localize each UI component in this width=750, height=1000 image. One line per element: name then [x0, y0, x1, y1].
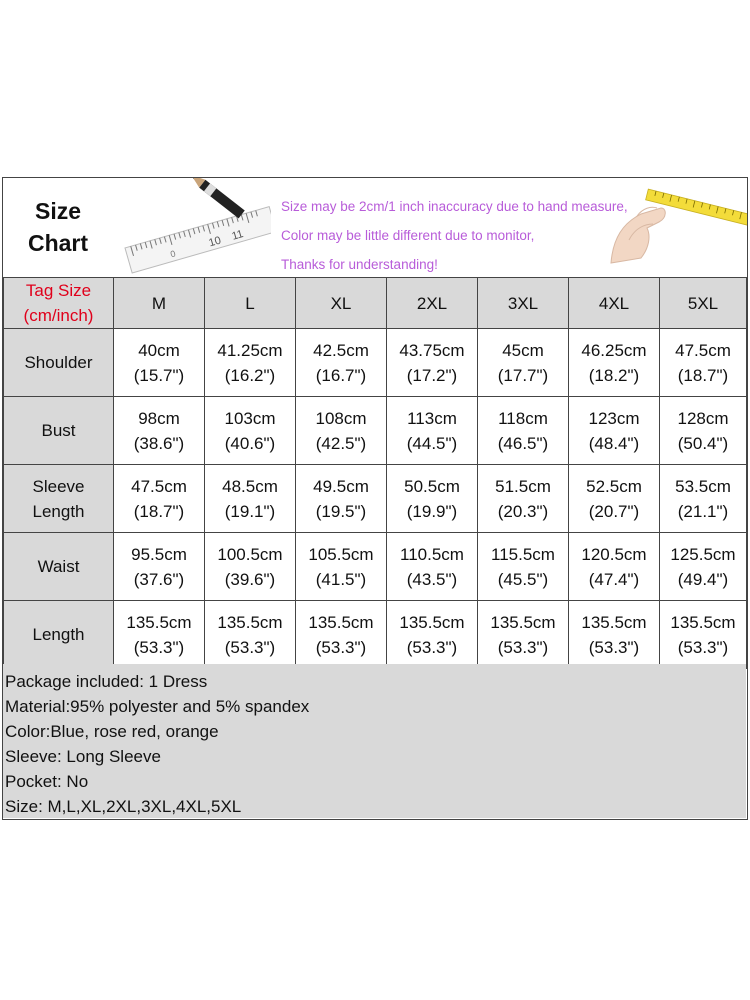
cell-cm-value: 118cm [498, 408, 548, 428]
table-body [4, 329, 747, 669]
tag-size-label-line1: Tag Size [25, 281, 92, 300]
info-line: Size: M,L,XL,2XL,3XL,4XL,5XL [5, 797, 242, 816]
table-cell [296, 329, 387, 397]
cell-inch-value: (42.5") [315, 433, 367, 453]
table-cell [205, 533, 296, 601]
cell-inch-value: (53.3") [133, 637, 185, 657]
table-cell [660, 533, 747, 601]
row-label-line1: Sleeve [32, 476, 85, 496]
ruler-number: 11 [230, 228, 245, 243]
table-cell [478, 533, 569, 601]
row-label-line2: Length [32, 501, 85, 521]
row-label-line1: Waist [37, 557, 80, 576]
note-line: Size may be 2cm/1 inch inaccuracy due to hand measure, [281, 199, 628, 214]
cell-cm-value: 50.5cm [404, 476, 460, 496]
size-chart [2, 177, 748, 820]
cell-cm-value: 135.5cm [217, 612, 283, 632]
cell-cm-value: 128cm [677, 408, 729, 428]
cell-inch-value: (39.6") [224, 569, 276, 589]
measuring-tape-icon [601, 178, 747, 276]
cell-cm-value: 53.5cm [675, 476, 731, 496]
note-line: Color may be little different due to monitor, [281, 228, 535, 243]
cell-cm-value: 105.5cm [308, 544, 374, 564]
table-cell [114, 329, 205, 397]
cell-cm-value: 108cm [315, 408, 367, 428]
size-header: XL [296, 278, 387, 329]
chart-title-line2: Chart [27, 230, 89, 256]
row-label [4, 465, 114, 533]
table-row [4, 329, 747, 397]
ruler-pencil-icon [121, 178, 271, 276]
cell-cm-value: 135.5cm [670, 612, 736, 632]
cell-cm-value: 100.5cm [217, 544, 283, 564]
cell-inch-value: (47.4") [588, 569, 640, 589]
cell-inch-value: (50.4") [677, 433, 729, 453]
cell-cm-value: 51.5cm [495, 476, 551, 496]
cell-inch-value: (44.5") [406, 433, 458, 453]
cell-inch-value: (53.3") [497, 637, 549, 657]
row-label-line1: Bust [41, 421, 76, 440]
cell-cm-value: 40cm [138, 340, 180, 360]
cell-cm-value: 95.5cm [131, 544, 187, 564]
cell-cm-value: 98cm [138, 408, 180, 428]
table-cell [205, 465, 296, 533]
table-cell [387, 601, 478, 669]
cell-cm-value: 123cm [588, 408, 640, 428]
size-header: 3XL [478, 278, 569, 329]
cell-cm-value: 135.5cm [399, 612, 465, 632]
table-cell [114, 465, 205, 533]
cell-cm-value: 113cm [407, 408, 457, 428]
product-info [3, 664, 746, 818]
cell-inch-value: (53.3") [315, 637, 367, 657]
table-row [4, 533, 747, 601]
cell-inch-value: (45.5") [497, 569, 549, 589]
table-row [4, 397, 747, 465]
cell-inch-value: (16.7") [315, 365, 367, 385]
cell-inch-value: (16.2") [224, 365, 276, 385]
cell-cm-value: 48.5cm [222, 476, 278, 496]
cell-cm-value: 135.5cm [490, 612, 556, 632]
table-cell [114, 533, 205, 601]
cell-inch-value: (18.7") [677, 365, 729, 385]
info-line: Package included: 1 Dress [5, 672, 208, 691]
ruler-number: 0 [169, 248, 177, 260]
row-label [4, 329, 114, 397]
cell-inch-value: (53.3") [406, 637, 458, 657]
cell-inch-value: (46.5") [497, 433, 549, 453]
info-line: Sleeve: Long Sleeve [5, 747, 161, 766]
cell-inch-value: (38.6") [133, 433, 185, 453]
table-cell [387, 465, 478, 533]
cell-inch-value: (53.3") [677, 637, 729, 657]
table-cell [387, 397, 478, 465]
cell-cm-value: 52.5cm [586, 476, 642, 496]
table-cell [660, 465, 747, 533]
measurement-notes [281, 192, 628, 279]
size-header: 2XL [387, 278, 478, 329]
cell-inch-value: (49.4") [677, 569, 729, 589]
table-cell [205, 397, 296, 465]
row-label-line1: Shoulder [24, 353, 93, 372]
size-table [3, 277, 747, 669]
row-label [4, 397, 114, 465]
row-label-line1: Length [32, 625, 85, 644]
chart-title [3, 178, 113, 276]
table-cell [569, 465, 660, 533]
cell-cm-value: 125.5cm [670, 544, 736, 564]
cell-cm-value: 46.25cm [581, 340, 647, 360]
chart-header [3, 178, 746, 278]
cell-cm-value: 49.5cm [313, 476, 369, 496]
cell-inch-value: (40.6") [224, 433, 276, 453]
cell-cm-value: 43.75cm [399, 340, 465, 360]
table-cell [296, 397, 387, 465]
cell-inch-value: (41.5") [315, 569, 367, 589]
cell-inch-value: (18.2") [588, 365, 640, 385]
cell-cm-value: 135.5cm [126, 612, 192, 632]
info-line: Material:95% polyester and 5% spandex [5, 697, 310, 716]
table-cell [569, 601, 660, 669]
cell-inch-value: (17.2") [406, 365, 458, 385]
table-cell [660, 329, 747, 397]
cell-inch-value: (48.4") [588, 433, 640, 453]
cell-cm-value: 135.5cm [581, 612, 647, 632]
cell-inch-value: (21.1") [677, 501, 729, 521]
row-label [4, 533, 114, 601]
table-cell [569, 533, 660, 601]
table-cell [660, 397, 747, 465]
tag-size-label-line2: (cm/inch) [23, 306, 94, 325]
cell-cm-value: 47.5cm [675, 340, 731, 360]
table-cell [296, 465, 387, 533]
size-header: 5XL [660, 278, 747, 329]
table-cell [478, 465, 569, 533]
tag-size-label [4, 278, 114, 329]
cell-inch-value: (53.3") [588, 637, 640, 657]
table-cell [114, 601, 205, 669]
cell-inch-value: (37.6") [133, 569, 185, 589]
cell-inch-value: (20.3") [497, 501, 549, 521]
cell-inch-value: (43.5") [406, 569, 458, 589]
size-header: M [114, 278, 205, 329]
table-row [4, 465, 747, 533]
table-cell [296, 601, 387, 669]
table-cell [296, 533, 387, 601]
size-header: L [205, 278, 296, 329]
ruler-number: 10 [207, 234, 223, 250]
table-cell [478, 601, 569, 669]
table-cell [387, 533, 478, 601]
table-cell [478, 329, 569, 397]
cell-inch-value: (19.1") [224, 501, 276, 521]
cell-inch-value: (19.9") [406, 501, 458, 521]
table-cell [478, 397, 569, 465]
cell-inch-value: (53.3") [224, 637, 276, 657]
table-cell [660, 601, 747, 669]
info-line: Color:Blue, rose red, orange [5, 722, 219, 741]
info-line: Pocket: No [5, 772, 89, 791]
note-line: Thanks for understanding! [281, 257, 438, 272]
cell-cm-value: 135.5cm [308, 612, 374, 632]
cell-inch-value: (18.7") [133, 501, 185, 521]
row-label [4, 601, 114, 669]
table-cell [205, 329, 296, 397]
cell-cm-value: 115.5cm [491, 544, 555, 564]
cell-cm-value: 45cm [502, 340, 544, 360]
table-cell [387, 329, 478, 397]
cell-cm-value: 41.25cm [217, 340, 283, 360]
cell-cm-value: 47.5cm [131, 476, 187, 496]
table-header-row [4, 278, 747, 329]
cell-cm-value: 103cm [224, 408, 276, 428]
cell-cm-value: 110.5cm [400, 544, 464, 564]
cell-inch-value: (17.7") [497, 365, 549, 385]
table-cell [114, 397, 205, 465]
cell-inch-value: (19.5") [315, 501, 367, 521]
cell-inch-value: (20.7") [588, 501, 640, 521]
cell-cm-value: 120.5cm [581, 544, 647, 564]
size-header: 4XL [569, 278, 660, 329]
table-cell [569, 397, 660, 465]
chart-title-line1: Size [34, 198, 82, 224]
cell-inch-value: (15.7") [133, 365, 185, 385]
table-cell [569, 329, 660, 397]
table-row [4, 601, 747, 669]
cell-cm-value: 42.5cm [313, 340, 369, 360]
table-cell [205, 601, 296, 669]
